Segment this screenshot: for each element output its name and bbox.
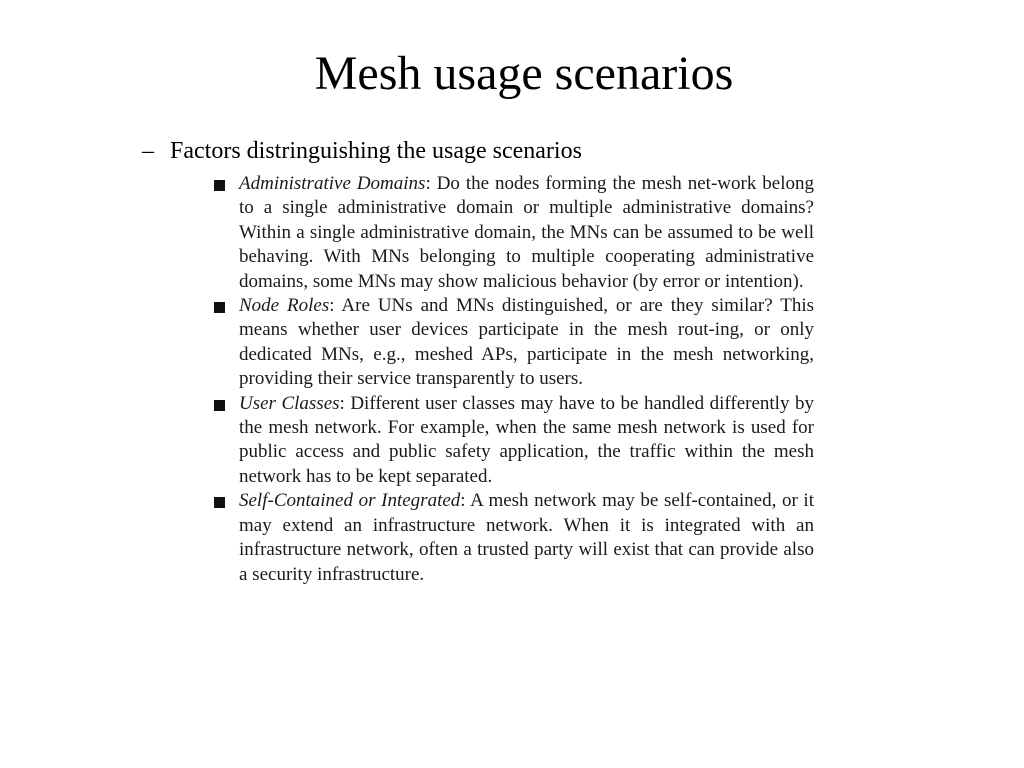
slide-title: Mesh usage scenarios xyxy=(314,47,734,100)
factor-term: User Classes xyxy=(239,392,340,414)
square-bullet-icon xyxy=(214,180,225,191)
factor-item-user-classes xyxy=(212,392,814,490)
square-bullet-icon xyxy=(214,497,225,508)
sub-bullet-text: Factors distringuishing the usage scenarios xyxy=(170,138,582,164)
factor-description: : Are UNs and MNs distinguished, or are they similar? This means whether user devices participate in the mesh rout-ing, or only dedicated MNs, e.g., meshed APs, participate in the mesh networking, providing their service transparently to users. xyxy=(239,295,814,390)
factor-term: Node Roles xyxy=(239,295,330,317)
factor-description: : A mesh network may be self-contained, or it may extend an infrastructure network. When it is integrated with an infrastructure network, often a trusted party will exist that can provide also a security infrastructure. xyxy=(239,490,814,585)
factor-list xyxy=(212,172,814,587)
factor-item-self-contained xyxy=(212,489,814,587)
factor-description: : Different user classes may have to be handled differently by the mesh network. For example, when the same mesh network is used for public access and public safety application, the traffic within the mesh network has to be kept separated. xyxy=(239,392,814,487)
factor-term: Self-Contained or Integrated xyxy=(239,490,461,512)
factor-description: : Do the nodes forming the mesh net-work belong to a single administrative domain or multiple administrative domains? Within a single administrative domain, the MNs can be assumed to be well behaving. With MNs belonging to multiple cooperating administrative domains, some MNs may show malicious behavior (by error or intention). xyxy=(239,173,814,292)
factor-term: Administrative Domains xyxy=(239,173,426,194)
square-bullet-icon xyxy=(214,302,225,313)
square-bullet-icon xyxy=(214,400,225,411)
sub-bullet xyxy=(142,135,582,167)
factor-item-administrative-domains xyxy=(212,172,814,294)
dash-marker: – xyxy=(142,138,154,164)
factor-item-node-roles xyxy=(212,294,814,392)
